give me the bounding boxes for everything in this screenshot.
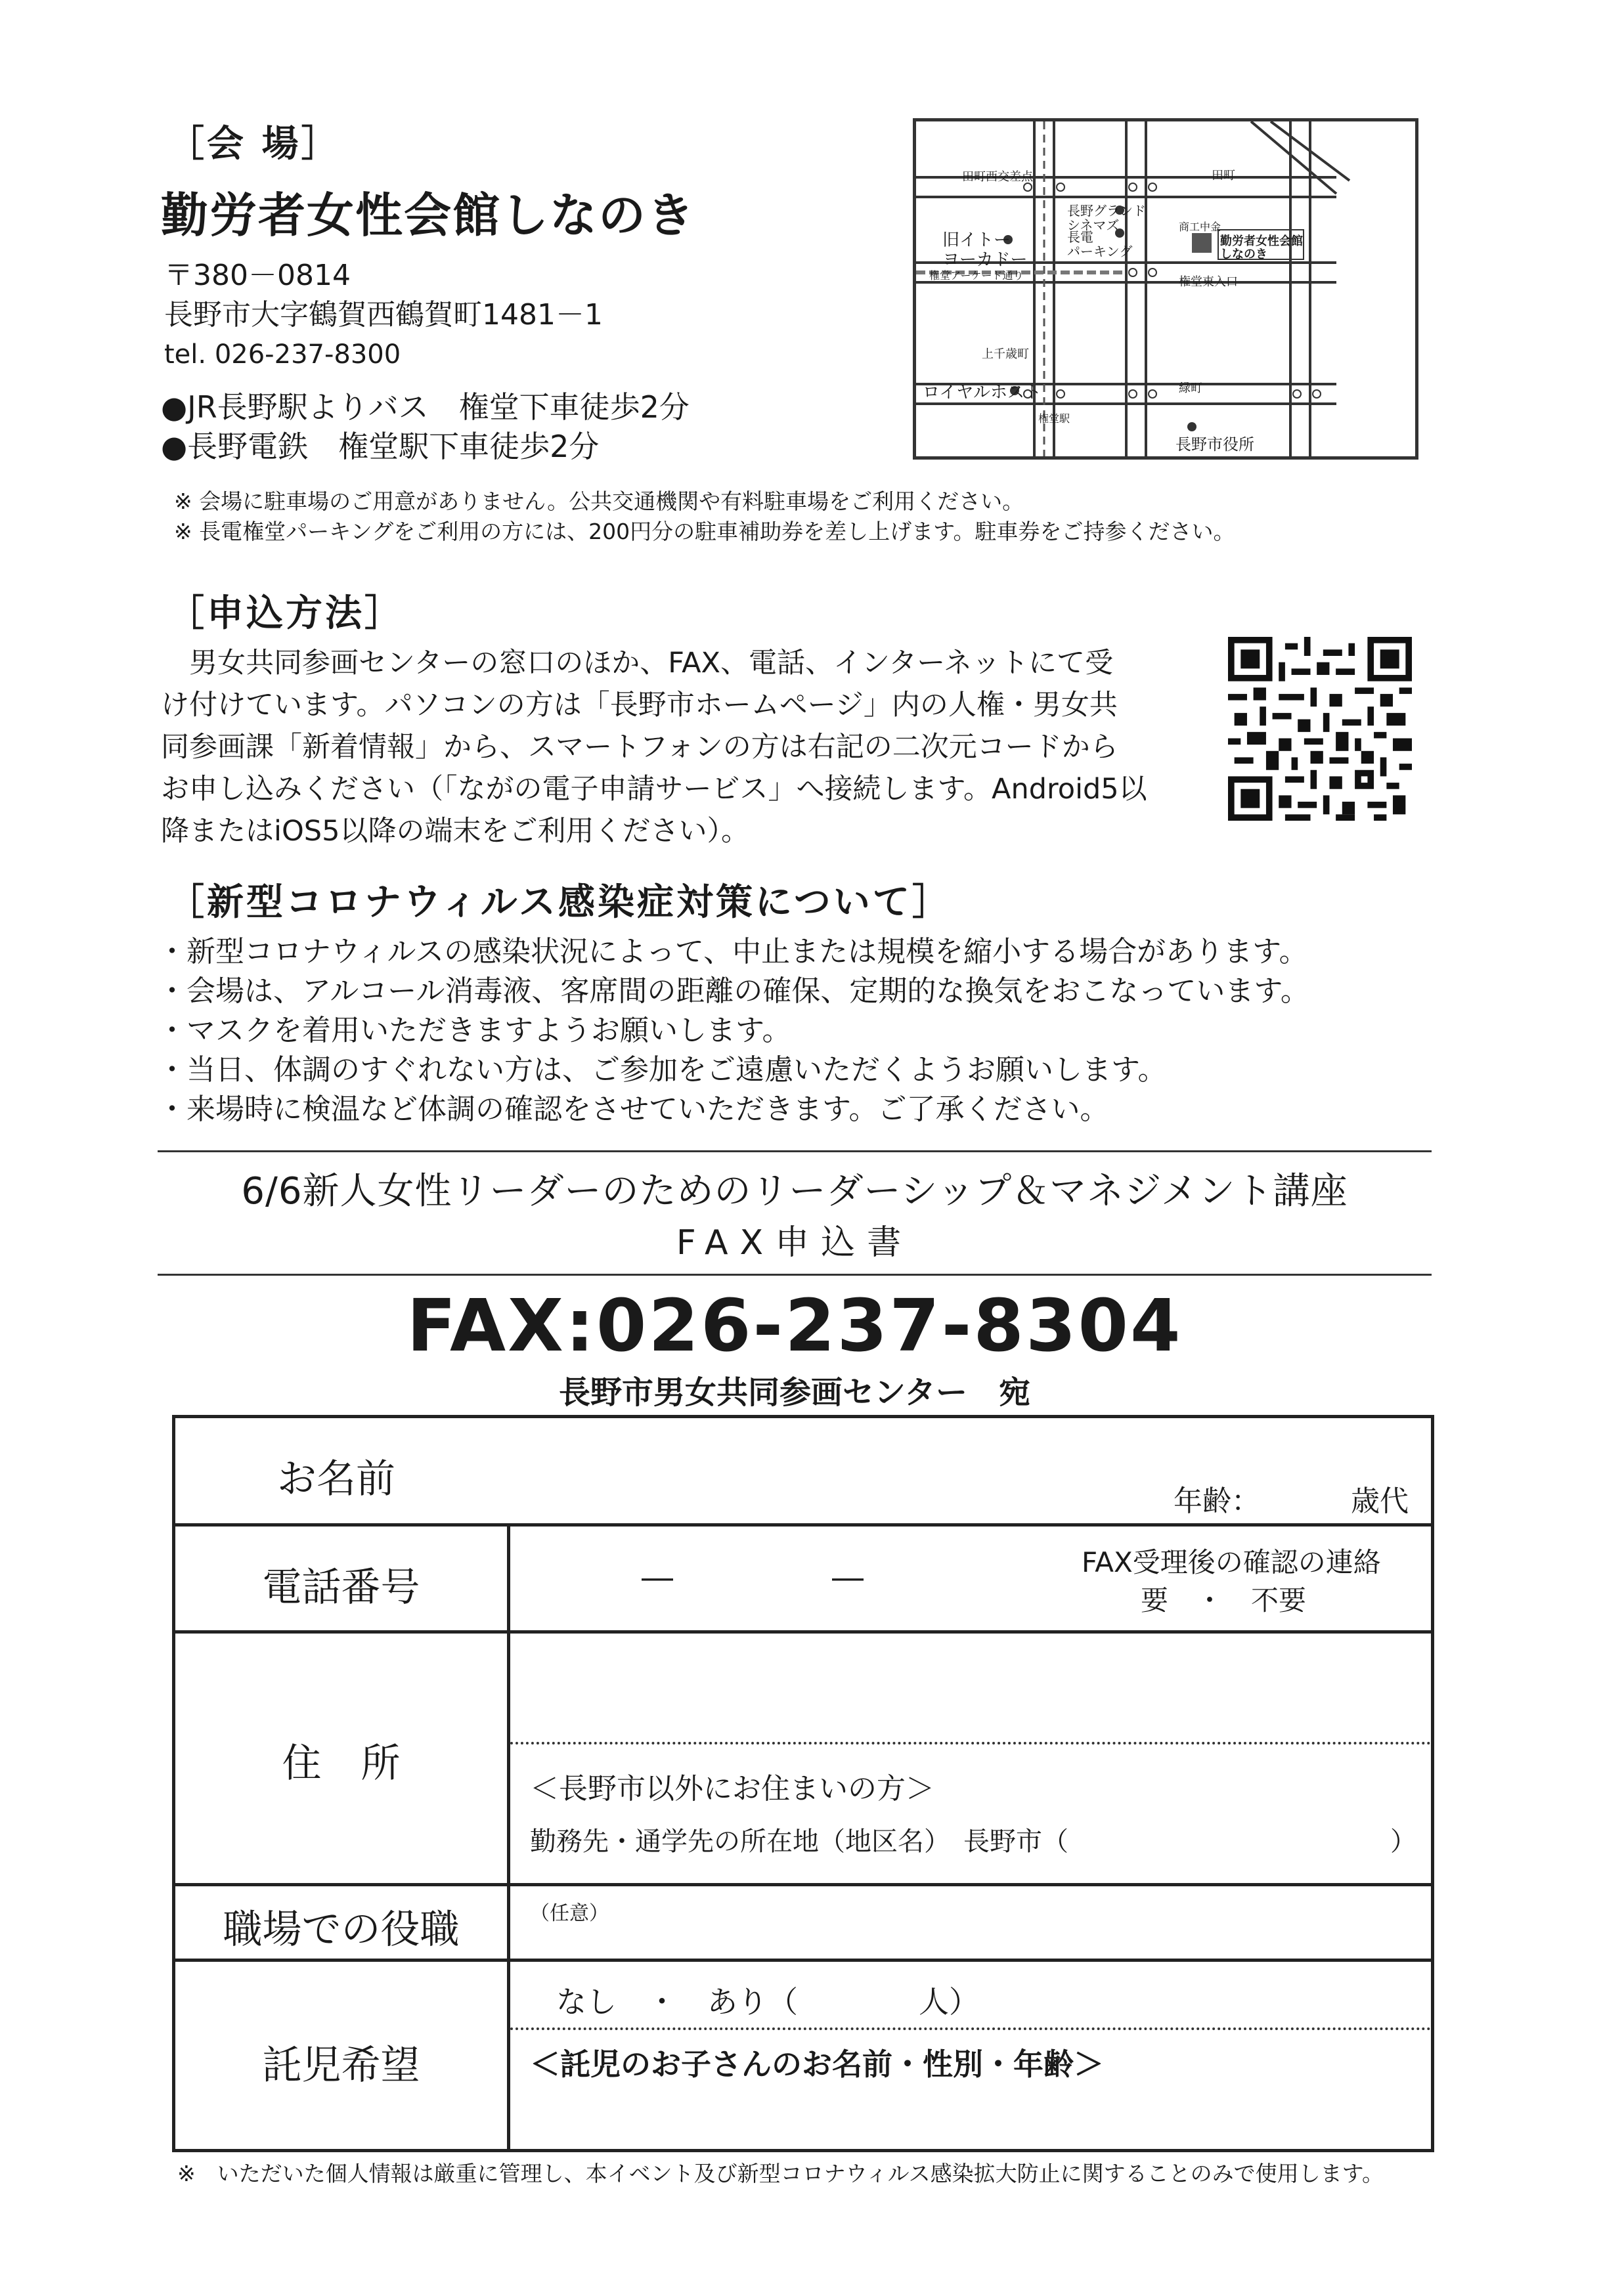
venue-marker — [1192, 233, 1212, 253]
optional-label: （任意） — [530, 1902, 609, 1925]
map-label-midoricho: 緑町 — [1179, 381, 1202, 395]
covid-item-5: ・来場時に検温など体調の確認をさせていただきます。ご了承ください。 — [158, 1093, 1109, 1126]
apply-line-3: 同参画課「新着情報」から、スマートフォンの方は右記の二次元コードから — [161, 731, 1118, 764]
phone-dash-2: ― — [832, 1559, 864, 1596]
map-label-gondo-east: 権堂東入口 — [1179, 275, 1238, 289]
privacy-note: ※ いただいた個人情報は厳重に管理し、本イベント及び新型コロナウィルス感染拡大防止に関することのみで使用します。 — [177, 2161, 1384, 2186]
childcare-label-cell — [174, 1960, 509, 2151]
outside-city-label: ＜長野市以外にお住まいの方＞ — [530, 1772, 934, 1806]
map-label-kamichitose: 上千歳町 — [982, 347, 1029, 361]
map-label-ito-2: ヨーカドー — [942, 250, 1028, 270]
map-label-venue-1: 勤労者女性会館 — [1220, 234, 1303, 248]
apply-text — [161, 642, 1185, 852]
application-form — [172, 1415, 1434, 2152]
covid-item-4: ・当日、体調のすぐれない方は、ご参加をご遠慮いただくようお願いします。 — [158, 1053, 1167, 1087]
age-suffix: 歳代 — [1351, 1484, 1409, 1518]
covid-item-2: ・会場は、アルコール消毒液、客席間の距離の確保、定期的な換気をおこなっています。 — [158, 974, 1309, 1008]
child-info-label: ＜託児のお子さんのお名前・性別・年齢＞ — [530, 2047, 1104, 2082]
role-label-cell — [174, 1885, 509, 1960]
address-label: 住 所 — [282, 1741, 401, 1787]
childcare-label: 託児希望 — [262, 2043, 420, 2089]
venue-heading: ［会 場］ — [167, 123, 341, 165]
map-label-parking-1: 長電 — [1067, 229, 1093, 245]
venue-name: 勤労者女性会館しなのき — [161, 188, 696, 243]
map-label-ito-1: 旧イトー — [942, 230, 1011, 250]
phone-label: 電話番号 — [262, 1565, 420, 1611]
map-label-arcade: 権堂アーケード通り — [929, 269, 1024, 282]
workplace-close: ） — [1390, 1827, 1416, 1857]
map-label-tamachi: 田町 — [1212, 169, 1235, 183]
form-title: 6/6新人女性リーダーのためのリーダーシップ＆マネジメント講座 — [241, 1170, 1348, 1213]
addressee: 長野市男女共同参画センター 宛 — [558, 1374, 1031, 1411]
address-input-cell[interactable] — [509, 1632, 1433, 1885]
covid-item-3: ・マスクを着用いただきますようお願いします。 — [158, 1014, 791, 1047]
covid-item-1: ・新型コロナウィルスの感染状況によって、中止または規模を縮小する場合があります。 — [158, 935, 1308, 968]
workplace-label: 勤務先・通学先の所在地（地区名） 長野市（ — [530, 1827, 1068, 1857]
map-label-city-hall: 長野市役所 — [1175, 435, 1254, 454]
map-label-shoko: 商工中金 — [1179, 221, 1221, 233]
role-label: 職場での役職 — [223, 1907, 460, 1953]
divider-bottom — [158, 1274, 1432, 1276]
name-label: お名前 — [277, 1456, 395, 1502]
venue-address: 長野市大字鶴賀西鶴賀町1481－1 — [164, 298, 603, 332]
apply-line-1: 男女共同参画センターの窓口のほか、FAX、電話、インターネットにて受 — [161, 647, 1114, 680]
map-label-cinemas-1: 長野グランド — [1067, 203, 1146, 219]
venue-map — [913, 118, 1418, 460]
map-label-tamachi-nishi: 田町西交差点 — [962, 170, 1033, 184]
phone-input-cell[interactable] — [509, 1525, 1433, 1632]
map-label-gondo-station: 権堂駅 — [1038, 412, 1070, 425]
map-label-royal-host: ロイヤルホスト — [923, 383, 1042, 402]
parking-note-1: ※ 会場に駐車場のご用意がありません。公共交通機関や有料駐車場をご利用ください。 — [174, 488, 1024, 514]
confirm-options[interactable]: 要 ・ 不要 — [1141, 1584, 1307, 1616]
childcare-input-cell[interactable] — [509, 1960, 1433, 2151]
name-row[interactable] — [174, 1417, 1433, 1525]
age-label: 年齢： — [1174, 1484, 1260, 1518]
apply-line-2: け付けています。パソコンの方は「長野市ホームページ」内の人権・男女共 — [161, 689, 1118, 722]
venue-tel: tel. 026-237-8300 — [164, 339, 401, 370]
qr-code[interactable] — [1228, 637, 1412, 821]
apply-line-4: お申し込みください（「ながの電子申請サービス」へ接続します。Android5以 — [161, 773, 1147, 806]
map-label-parking-2: パーキング — [1067, 244, 1133, 259]
phone-dash-1: ― — [642, 1559, 673, 1596]
map-label-cinemas-2: シネマズ — [1067, 217, 1120, 233]
fax-number: FAX:026-237-8304 — [406, 1284, 1183, 1368]
divider-top — [158, 1150, 1432, 1152]
childcare-dotted-line — [510, 2027, 1431, 2030]
covid-heading: ［新型コロナウィルス感染症対策について］ — [167, 881, 952, 924]
parking-note-2: ※ 長電権堂パーキングをご利用の方には、200円分の駐車補助券を差し上げます。駐車券をご持参ください。 — [174, 519, 1235, 544]
address-label-cell — [174, 1632, 509, 1885]
map-label-venue-2: しなのき — [1220, 248, 1267, 261]
apply-heading: ［申込方法］ — [167, 592, 404, 635]
address-dotted-line — [510, 1742, 1431, 1744]
covid-list — [158, 932, 1471, 1129]
childcare-options[interactable]: なし ・ あり（ 人） — [556, 1984, 979, 2020]
access-train: ●長野電鉄 権堂駅下車徒歩2分 — [161, 429, 600, 464]
phone-label-cell — [174, 1525, 509, 1632]
access-bus: ●JR長野駅よりバス 権堂下車徒歩2分 — [161, 389, 690, 425]
form-subtitle: FAX申込書 — [676, 1223, 913, 1263]
confirm-label: FAX受理後の確認の連絡 — [1082, 1546, 1381, 1578]
venue-postal: 〒380－0814 — [164, 259, 351, 292]
role-input-cell[interactable] — [509, 1885, 1433, 1960]
apply-line-5: 降またはiOS5以降の端末をご利用ください）。 — [161, 815, 749, 848]
